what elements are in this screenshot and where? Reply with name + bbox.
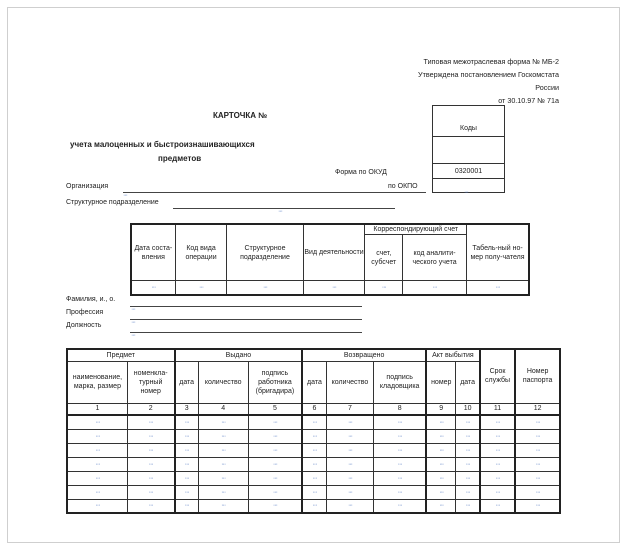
table-cell[interactable] (175, 485, 199, 499)
table-cell[interactable] (515, 429, 560, 443)
department-field[interactable]: ··· (278, 208, 282, 215)
table-row (67, 415, 560, 429)
cell-placeholder-mark: ··· (312, 432, 317, 440)
analytic-code-cell[interactable]: ··· (403, 281, 467, 295)
cell-placeholder-mark: ··· (221, 502, 226, 510)
col-number: 10 (456, 403, 480, 415)
table-cell[interactable] (426, 499, 456, 513)
items-table (66, 348, 561, 514)
table-cell[interactable] (127, 457, 174, 471)
cell-placeholder-mark: ··· (184, 460, 189, 468)
table-cell[interactable] (302, 457, 326, 471)
col-analytic-code-header: код аналити-ческого учета (403, 235, 467, 281)
cell-placeholder-mark: ··· (465, 418, 470, 426)
cell-placeholder-mark: ··· (95, 460, 100, 468)
subtitle-line-1: учета малоценных и быстроизнашивающихся (70, 140, 255, 149)
table-cell[interactable] (456, 415, 480, 429)
table-cell[interactable] (426, 485, 456, 499)
cell-placeholder-mark: ··· (495, 418, 500, 426)
table-cell[interactable] (426, 443, 456, 457)
table-cell[interactable] (67, 485, 127, 499)
table-cell[interactable] (302, 499, 326, 513)
table-row (67, 429, 560, 443)
col-passport-header: Номер паспорта (515, 349, 560, 403)
table-row (67, 485, 560, 499)
table-cell[interactable] (374, 443, 426, 457)
cell-placeholder-mark: ··· (465, 502, 470, 510)
table-cell[interactable] (302, 443, 326, 457)
table-cell[interactable] (456, 499, 480, 513)
col-number: 4 (198, 403, 248, 415)
cell-placeholder-mark: ··· (95, 502, 100, 510)
col-number: 5 (248, 403, 302, 415)
table-cell[interactable] (248, 485, 302, 499)
page-title: КАРТОЧКА № (213, 111, 268, 120)
items-table-body (67, 415, 560, 513)
col-date-header: Дата соста-вления (131, 224, 175, 281)
table-cell[interactable] (480, 471, 516, 485)
table-row (67, 443, 560, 457)
cell-placeholder-mark: ··· (184, 432, 189, 440)
document-info-table (130, 223, 530, 296)
surname-field[interactable]: ··· (131, 306, 135, 313)
col-number: 9 (426, 403, 456, 415)
cell-placeholder-mark: ··· (535, 432, 540, 440)
table-cell[interactable] (67, 415, 127, 429)
cell-placeholder-mark: ··· (439, 432, 444, 440)
cell-placeholder-mark: ··· (397, 474, 402, 482)
table-row (67, 457, 560, 471)
table-cell[interactable] (175, 415, 199, 429)
cell-placeholder-mark: ··· (221, 432, 226, 440)
table-cell[interactable] (326, 471, 374, 485)
cell-placeholder-mark: ··· (535, 446, 540, 454)
operation-code-cell[interactable]: ··· (175, 281, 227, 295)
cell-placeholder-mark: ··· (148, 418, 153, 426)
cell-placeholder-mark: ··· (148, 432, 153, 440)
cell-placeholder-mark: ··· (495, 474, 500, 482)
table-cell[interactable] (302, 471, 326, 485)
cell-placeholder-mark: ··· (148, 446, 153, 454)
table-cell[interactable] (127, 471, 174, 485)
cell-placeholder-mark: ··· (397, 446, 402, 454)
cell-placeholder-mark: ··· (312, 502, 317, 510)
cell-placeholder-mark: ··· (148, 488, 153, 496)
table-cell[interactable] (480, 429, 516, 443)
department-underline (173, 208, 395, 209)
table-cell[interactable] (248, 471, 302, 485)
table-cell[interactable] (67, 457, 127, 471)
table-cell[interactable] (515, 415, 560, 429)
table-cell[interactable] (248, 499, 302, 513)
group-predmet: Предмет (67, 349, 175, 361)
cell-placeholder-mark: ··· (221, 446, 226, 454)
col-act-date-header: дата (456, 361, 480, 403)
organization-underline (123, 192, 426, 193)
cell-placeholder-mark: ··· (439, 460, 444, 468)
subtitle-line-2: предметов (158, 154, 202, 163)
table-cell[interactable] (248, 429, 302, 443)
col-number: 12 (515, 403, 560, 415)
table-cell[interactable] (515, 499, 560, 513)
account-cell[interactable]: ··· (365, 281, 403, 295)
table-cell[interactable] (248, 415, 302, 429)
profession-underline (130, 319, 362, 320)
table-cell[interactable] (374, 499, 426, 513)
table-cell[interactable] (374, 471, 426, 485)
approval-country-line: России (535, 83, 559, 92)
position-underline (130, 332, 362, 333)
cell-placeholder-mark: ··· (312, 418, 317, 426)
position-label: Должность (66, 322, 102, 329)
table-cell[interactable] (456, 429, 480, 443)
col-issued-sign-header: подпись работника (бригадира) (248, 361, 302, 403)
table-cell[interactable] (127, 415, 174, 429)
col-tab-number-header: Табель-ный но-мер полу-чателя (467, 224, 530, 281)
table-cell[interactable] (480, 485, 516, 499)
activity-cell[interactable]: ··· (303, 281, 365, 295)
col-returned-qty-header: количество (326, 361, 374, 403)
table-cell[interactable] (456, 443, 480, 457)
cell-placeholder-mark: ··· (148, 474, 153, 482)
cell-placeholder-mark: ··· (439, 446, 444, 454)
table-cell[interactable] (326, 485, 374, 499)
table-cell[interactable] (127, 443, 174, 457)
cell-placeholder-mark: ··· (148, 460, 153, 468)
table-cell[interactable] (67, 443, 127, 457)
cell-placeholder-mark: ··· (272, 418, 277, 426)
codes-box (432, 105, 505, 196)
table-cell[interactable] (198, 429, 248, 443)
table-cell[interactable] (67, 499, 127, 513)
col-number: 3 (175, 403, 199, 415)
table-cell[interactable] (198, 415, 248, 429)
group-vydano: Выдано (175, 349, 303, 361)
cell-placeholder-mark: ··· (495, 446, 500, 454)
organization-label: Организация (66, 183, 109, 190)
col-corr-account-header: Корреспондирующий счет (365, 224, 467, 235)
department-label: Структурное подразделение (66, 199, 159, 206)
cell-placeholder-mark: ··· (312, 474, 317, 482)
department-cell[interactable]: ··· (227, 281, 303, 295)
col-operation-code-header: Код вида операции (175, 224, 227, 281)
table-cell[interactable] (175, 499, 199, 513)
cell-placeholder-mark: ··· (397, 418, 402, 426)
table-cell[interactable] (127, 499, 174, 513)
table-cell[interactable] (127, 429, 174, 443)
cell-placeholder-mark: ··· (535, 488, 540, 496)
cell-placeholder-mark: ··· (465, 474, 470, 482)
cell-placeholder-mark: ··· (347, 474, 352, 482)
tab-number-cell[interactable]: ··· (467, 281, 530, 295)
cell-placeholder-mark: ··· (95, 418, 100, 426)
table-cell[interactable] (515, 471, 560, 485)
table-cell[interactable] (374, 485, 426, 499)
cell-placeholder-mark: ··· (272, 460, 277, 468)
okpo-label: по ОКПО (388, 183, 418, 190)
col-number: 8 (374, 403, 426, 415)
cell-placeholder-mark: ··· (495, 502, 500, 510)
cell-placeholder-mark: ··· (465, 432, 470, 440)
table-row (67, 499, 560, 513)
cell-placeholder-mark: ··· (221, 488, 226, 496)
okud-value: 0320001 (454, 168, 483, 175)
date-cell[interactable]: ··· (131, 281, 175, 295)
col-issued-qty-header: количество (198, 361, 248, 403)
table-cell[interactable] (326, 499, 374, 513)
col-name-header: наименование, марка, размер (67, 361, 127, 403)
cell-placeholder-mark: ··· (347, 418, 352, 426)
approval-date-line: от 30.10.97 № 71а (498, 96, 559, 105)
table-cell[interactable] (326, 457, 374, 471)
cell-placeholder-mark: ··· (495, 460, 500, 468)
table-cell[interactable] (326, 429, 374, 443)
table-cell[interactable] (480, 443, 516, 457)
okpo-value-field[interactable]: ··· (464, 189, 468, 196)
document-page (7, 7, 620, 543)
col-nomenclature-header: номенкла-турный номер (127, 361, 174, 403)
cell-placeholder-mark: ··· (272, 474, 277, 482)
table-cell[interactable] (426, 415, 456, 429)
col-number: 7 (326, 403, 374, 415)
cell-placeholder-mark: ··· (535, 474, 540, 482)
okud-label: Форма по ОКУД (335, 169, 387, 176)
table-cell[interactable] (198, 485, 248, 499)
table-cell[interactable] (456, 471, 480, 485)
cell-placeholder-mark: ··· (397, 488, 402, 496)
table-cell[interactable] (456, 485, 480, 499)
table-cell[interactable] (198, 457, 248, 471)
table-cell[interactable] (515, 485, 560, 499)
table-cell[interactable] (515, 457, 560, 471)
cell-placeholder-mark: ··· (272, 488, 277, 496)
profession-label: Профессия (66, 309, 104, 316)
col-issued-date-header: дата (175, 361, 199, 403)
cell-placeholder-mark: ··· (95, 432, 100, 440)
cell-placeholder-mark: ··· (465, 446, 470, 454)
col-department-header: Структурное подразделение (227, 224, 303, 281)
table-cell[interactable] (302, 429, 326, 443)
table-cell[interactable] (456, 457, 480, 471)
table-cell[interactable] (67, 471, 127, 485)
surname-label: Фамилия, и., о. (66, 296, 116, 303)
table-cell[interactable] (127, 485, 174, 499)
cell-placeholder-mark: ··· (439, 418, 444, 426)
cell-placeholder-mark: ··· (347, 502, 352, 510)
cell-placeholder-mark: ··· (272, 502, 277, 510)
cell-placeholder-mark: ··· (95, 474, 100, 482)
col-account-header: счет, субсчет (365, 235, 403, 281)
profession-field[interactable]: ··· (131, 319, 135, 326)
table-cell[interactable] (515, 443, 560, 457)
group-vozvrascheno: Возвращено (302, 349, 426, 361)
table-cell[interactable] (426, 429, 456, 443)
organization-field[interactable]: ··· (123, 192, 127, 199)
cell-placeholder-mark: ··· (535, 460, 540, 468)
surname-underline (130, 306, 362, 307)
table-cell[interactable] (480, 457, 516, 471)
col-number: 6 (302, 403, 326, 415)
table-cell[interactable] (426, 471, 456, 485)
table-cell[interactable] (175, 457, 199, 471)
column-numbers-row (67, 403, 560, 415)
cell-placeholder-mark: ··· (347, 432, 352, 440)
cell-placeholder-mark: ··· (495, 432, 500, 440)
table-cell[interactable] (198, 471, 248, 485)
col-term-header: Срок службы (480, 349, 516, 403)
table-cell[interactable] (175, 471, 199, 485)
table-cell[interactable] (426, 457, 456, 471)
cell-placeholder-mark: ··· (312, 460, 317, 468)
table-cell[interactable] (198, 499, 248, 513)
cell-placeholder-mark: ··· (439, 502, 444, 510)
cell-placeholder-mark: ··· (397, 432, 402, 440)
cell-placeholder-mark: ··· (397, 460, 402, 468)
table-cell[interactable] (248, 457, 302, 471)
cell-placeholder-mark: ··· (184, 488, 189, 496)
table-cell[interactable] (326, 443, 374, 457)
cell-placeholder-mark: ··· (465, 460, 470, 468)
col-returned-sign-header: подпись кладовщика (374, 361, 426, 403)
table-cell[interactable] (67, 429, 127, 443)
cell-placeholder-mark: ··· (439, 474, 444, 482)
table-cell[interactable] (480, 415, 516, 429)
position-field[interactable]: ··· (131, 332, 135, 339)
cell-placeholder-mark: ··· (312, 488, 317, 496)
col-returned-date-header: дата (302, 361, 326, 403)
cell-placeholder-mark: ··· (272, 446, 277, 454)
cell-placeholder-mark: ··· (312, 446, 317, 454)
table-row (67, 471, 560, 485)
col-number: 11 (480, 403, 516, 415)
cell-placeholder-mark: ··· (439, 488, 444, 496)
cell-placeholder-mark: ··· (221, 418, 226, 426)
cell-placeholder-mark: ··· (347, 446, 352, 454)
cell-placeholder-mark: ··· (347, 460, 352, 468)
approval-line: Утверждена постановлением Госкомстата (418, 70, 559, 79)
cell-placeholder-mark: ··· (221, 474, 226, 482)
cell-placeholder-mark: ··· (95, 446, 100, 454)
group-akt: Акт выбытия (426, 349, 480, 361)
table-cell[interactable] (374, 429, 426, 443)
table-cell[interactable] (374, 415, 426, 429)
cell-placeholder-mark: ··· (535, 502, 540, 510)
table-cell[interactable] (302, 485, 326, 499)
col-act-number-header: номер (426, 361, 456, 403)
cell-placeholder-mark: ··· (184, 418, 189, 426)
cell-placeholder-mark: ··· (535, 418, 540, 426)
cell-placeholder-mark: ··· (95, 488, 100, 496)
table-cell[interactable] (480, 499, 516, 513)
cell-placeholder-mark: ··· (184, 502, 189, 510)
table-cell[interactable] (374, 457, 426, 471)
cell-placeholder-mark: ··· (184, 474, 189, 482)
table-cell[interactable] (175, 429, 199, 443)
col-activity-header: Вид деятельности (303, 224, 365, 281)
col-number: 2 (127, 403, 174, 415)
form-type-line: Типовая межотраслевая форма № МБ-2 (423, 57, 559, 66)
cell-placeholder-mark: ··· (184, 446, 189, 454)
cell-placeholder-mark: ··· (397, 502, 402, 510)
table-cell[interactable] (175, 443, 199, 457)
table-cell[interactable] (248, 443, 302, 457)
table-cell[interactable] (326, 415, 374, 429)
col-number: 1 (67, 403, 127, 415)
cell-placeholder-mark: ··· (272, 432, 277, 440)
codes-title: Коды (460, 125, 477, 132)
cell-placeholder-mark: ··· (495, 488, 500, 496)
table-cell[interactable] (198, 443, 248, 457)
cell-placeholder-mark: ··· (347, 488, 352, 496)
table-cell[interactable] (302, 415, 326, 429)
cell-placeholder-mark: ··· (465, 488, 470, 496)
cell-placeholder-mark: ··· (221, 460, 226, 468)
cell-placeholder-mark: ··· (148, 502, 153, 510)
